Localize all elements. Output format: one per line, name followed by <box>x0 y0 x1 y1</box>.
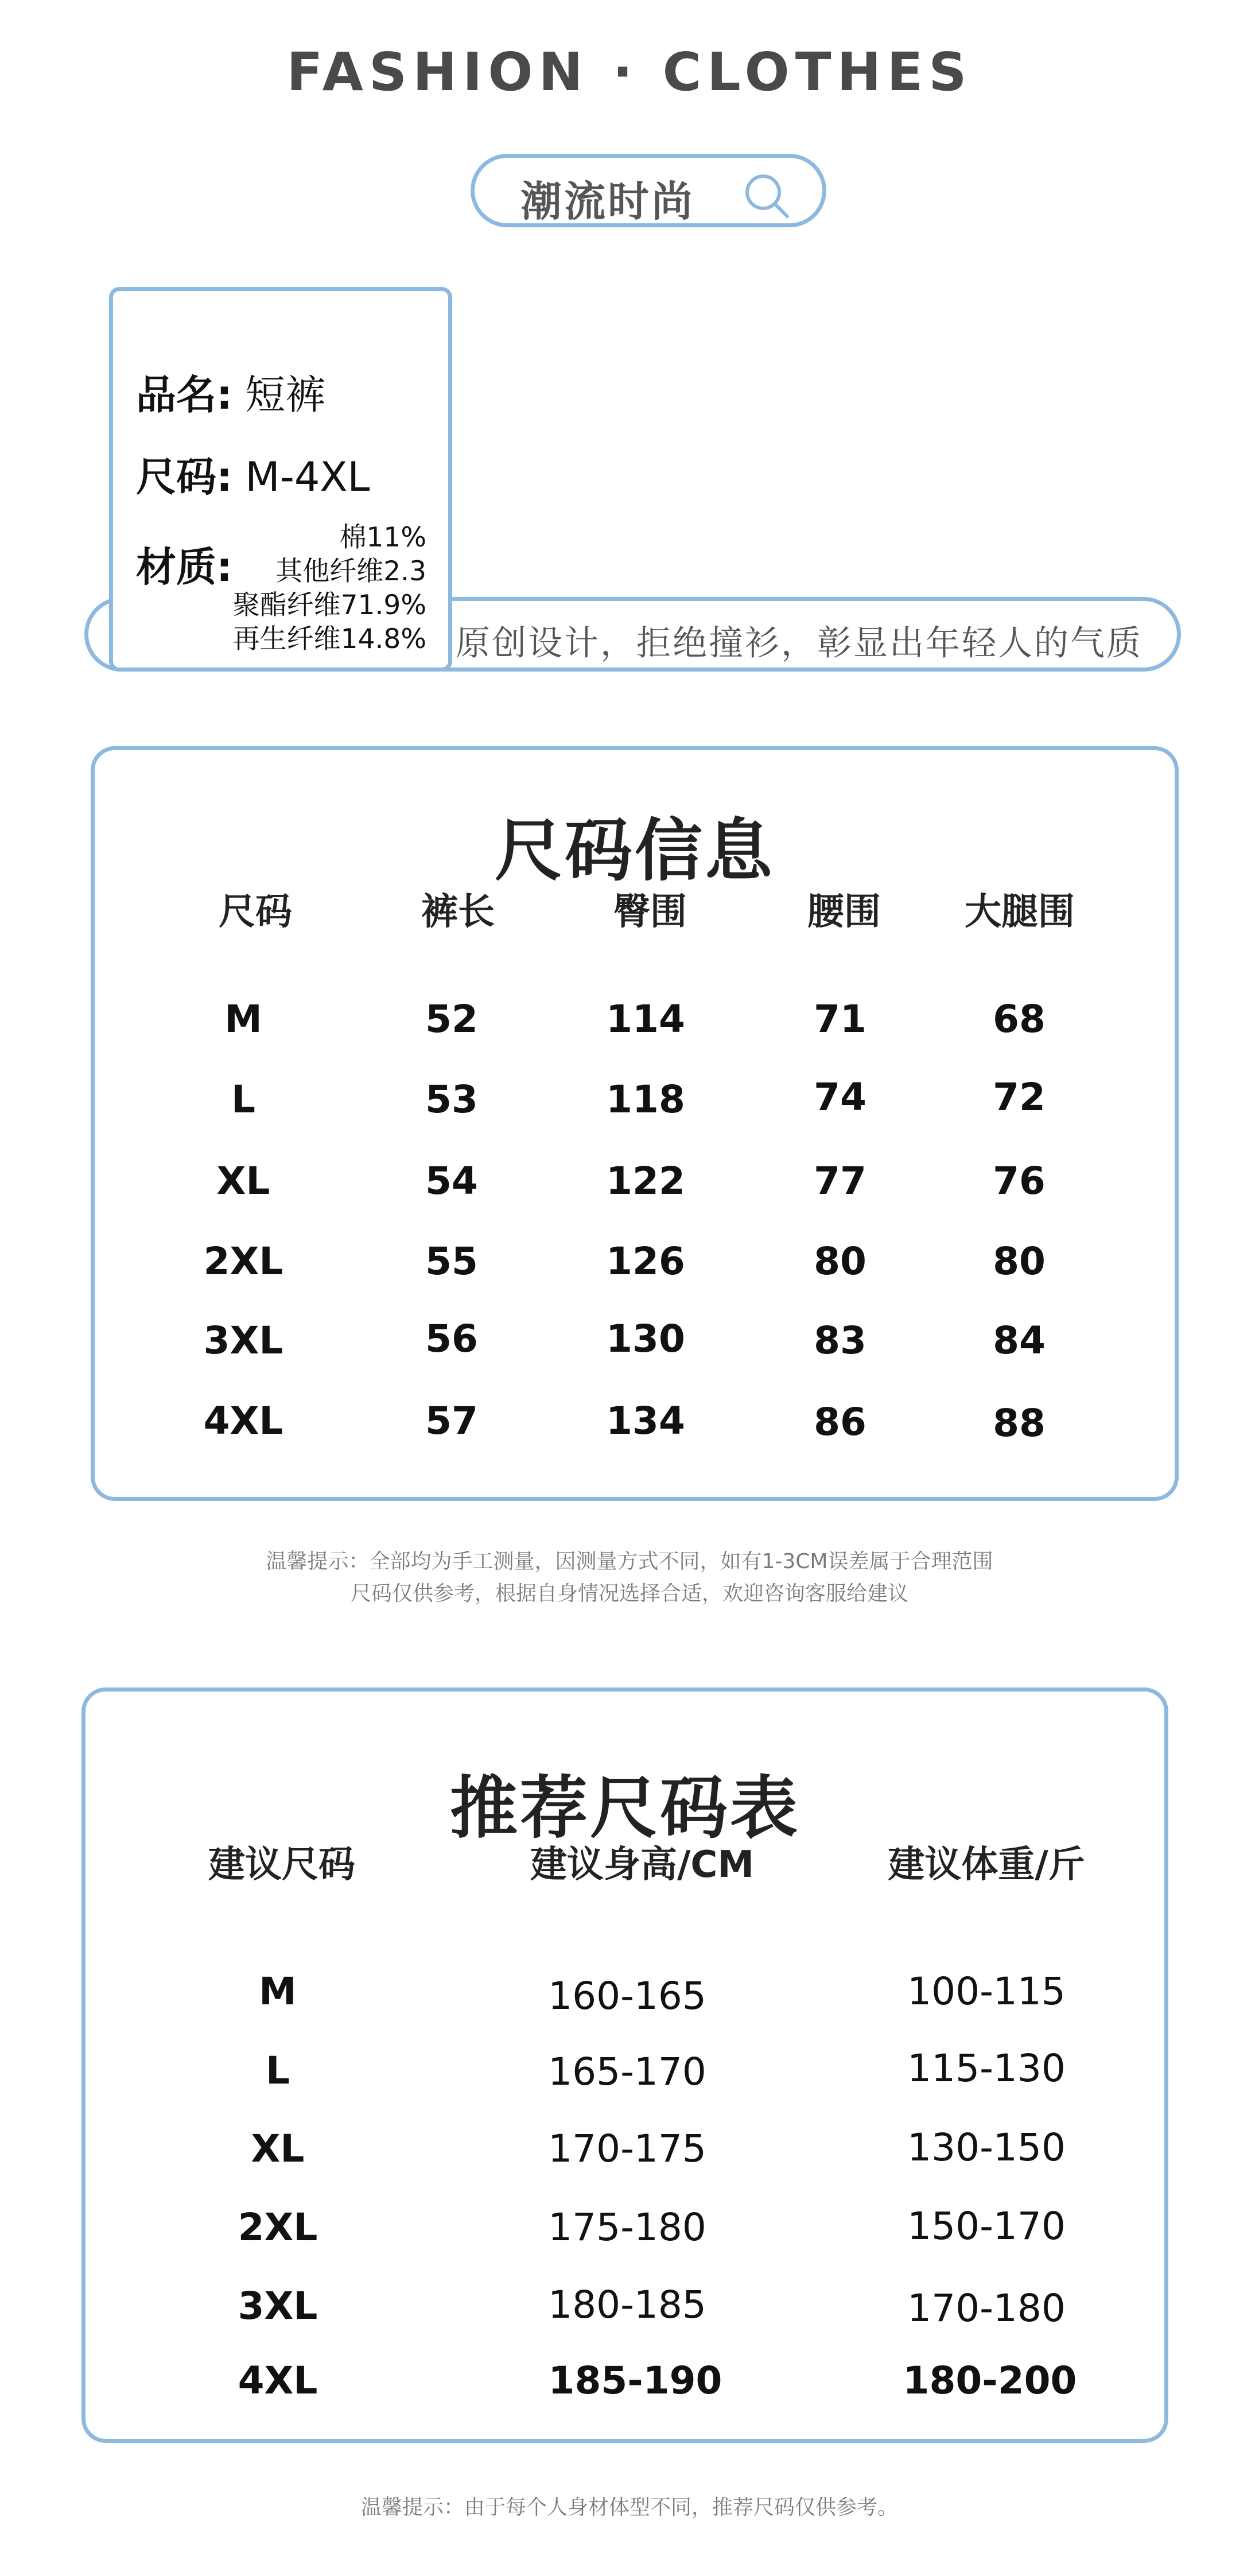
recommend-note: 温馨提示：由于每个人身材体型不同，推荐尺码仅供参考。 <box>360 2496 898 2519</box>
table-cell: 150-170 <box>907 2204 1066 2248</box>
table-cell: 84 <box>993 1318 1046 1363</box>
table-cell: 185-190 <box>548 2358 722 2403</box>
table-cell: 180-200 <box>903 2358 1077 2403</box>
search-pill[interactable] <box>471 154 826 227</box>
product-name-value: 短裤 <box>245 371 326 418</box>
product-material-row <box>136 535 232 593</box>
table-cell: 122 <box>606 1159 685 1203</box>
table-cell: 55 <box>425 1239 478 1283</box>
column-header: 建议体重/斤 <box>888 1844 1085 1886</box>
table-cell: XL <box>251 2127 305 2171</box>
table-cell: 2XL <box>203 1239 283 1283</box>
column-header: 臀围 <box>613 891 687 933</box>
table-cell: 100-115 <box>907 1969 1066 2014</box>
product-name-row <box>136 363 325 421</box>
table-cell: 76 <box>993 1159 1046 1203</box>
table-cell: 3XL <box>238 2284 318 2328</box>
table-cell: 54 <box>425 1159 478 1203</box>
table-cell: 130-150 <box>907 2125 1066 2170</box>
product-size-value: M-4XL <box>245 453 370 501</box>
table-cell: 160-165 <box>548 1974 706 2018</box>
product-name-key: 品名: <box>136 371 232 418</box>
search-icon[interactable] <box>741 170 793 222</box>
table-cell: 72 <box>993 1075 1046 1119</box>
search-label: 潮流时尚 <box>520 177 695 226</box>
size-info-title: 尺码信息 <box>494 811 775 890</box>
recommend-panel <box>81 1687 1168 2443</box>
table-cell: 86 <box>814 1400 866 1444</box>
table-cell: 74 <box>814 1075 866 1119</box>
size-note-line1: 温馨提示：全部均为手工测量，因测量方式不同，如有1-3CM误差属于合理范围 <box>266 1550 993 1573</box>
material-line: 其他纤维2.3 <box>275 556 426 587</box>
table-cell: 165-170 <box>548 2050 706 2094</box>
table-cell: 52 <box>425 997 478 1041</box>
table-cell: 53 <box>425 1077 478 1122</box>
table-cell: 180-185 <box>548 2283 706 2327</box>
size-info-panel <box>91 746 1179 1501</box>
table-cell: 118 <box>606 1077 685 1122</box>
material-line: 再生纤维14.8% <box>232 623 426 655</box>
table-cell: 126 <box>606 1239 685 1283</box>
table-cell: 71 <box>814 997 866 1041</box>
product-size-row <box>136 445 370 503</box>
table-cell: 88 <box>993 1401 1046 1445</box>
table-cell: 4XL <box>203 1399 283 1443</box>
table-cell: L <box>265 2049 290 2093</box>
table-cell: 57 <box>425 1399 478 1443</box>
table-cell: 2XL <box>238 2205 318 2249</box>
table-cell: 130 <box>606 1317 685 1361</box>
size-note-line2: 尺码仅供参考，根据自身情况选择合适，欢迎咨询客服给建议 <box>350 1582 908 1605</box>
table-cell: 80 <box>814 1239 866 1283</box>
table-cell: M <box>224 997 262 1041</box>
table-cell: 134 <box>606 1399 685 1443</box>
product-size-key: 尺码: <box>136 453 232 501</box>
table-cell: 3XL <box>203 1318 283 1363</box>
table-cell: XL <box>216 1159 270 1203</box>
table-cell: 115-130 <box>907 2046 1066 2090</box>
brand-title: FASHION · CLOTHES <box>286 41 973 103</box>
column-header: 裤长 <box>421 891 495 933</box>
table-cell: 80 <box>993 1239 1046 1283</box>
table-cell: 170-175 <box>548 2127 706 2171</box>
table-cell: 68 <box>993 997 1046 1041</box>
column-header: 尺码 <box>219 891 292 933</box>
table-cell: 4XL <box>238 2358 318 2403</box>
table-cell: 175-180 <box>548 2205 706 2249</box>
product-info-card <box>109 287 452 672</box>
table-cell: L <box>231 1077 256 1122</box>
product-material-key: 材质: <box>136 544 232 591</box>
tagline-text: 原创设计，拒绝撞衫，彰显出年轻人的气质 <box>456 623 1143 664</box>
table-cell: 83 <box>814 1318 866 1363</box>
column-header: 大腿围 <box>965 891 1075 933</box>
table-cell: M <box>259 1969 297 2014</box>
table-cell: 56 <box>425 1317 478 1361</box>
table-cell: 170-180 <box>907 2286 1066 2330</box>
material-line: 棉11% <box>339 522 426 553</box>
column-header: 腰围 <box>807 891 881 933</box>
column-header: 建议身高/CM <box>530 1844 755 1886</box>
column-header: 建议尺码 <box>208 1844 355 1886</box>
recommend-title: 推荐尺码表 <box>449 1768 800 1848</box>
table-cell: 114 <box>606 997 685 1041</box>
material-line: 聚酯纤维71.9% <box>232 589 426 621</box>
table-cell: 77 <box>814 1159 866 1203</box>
